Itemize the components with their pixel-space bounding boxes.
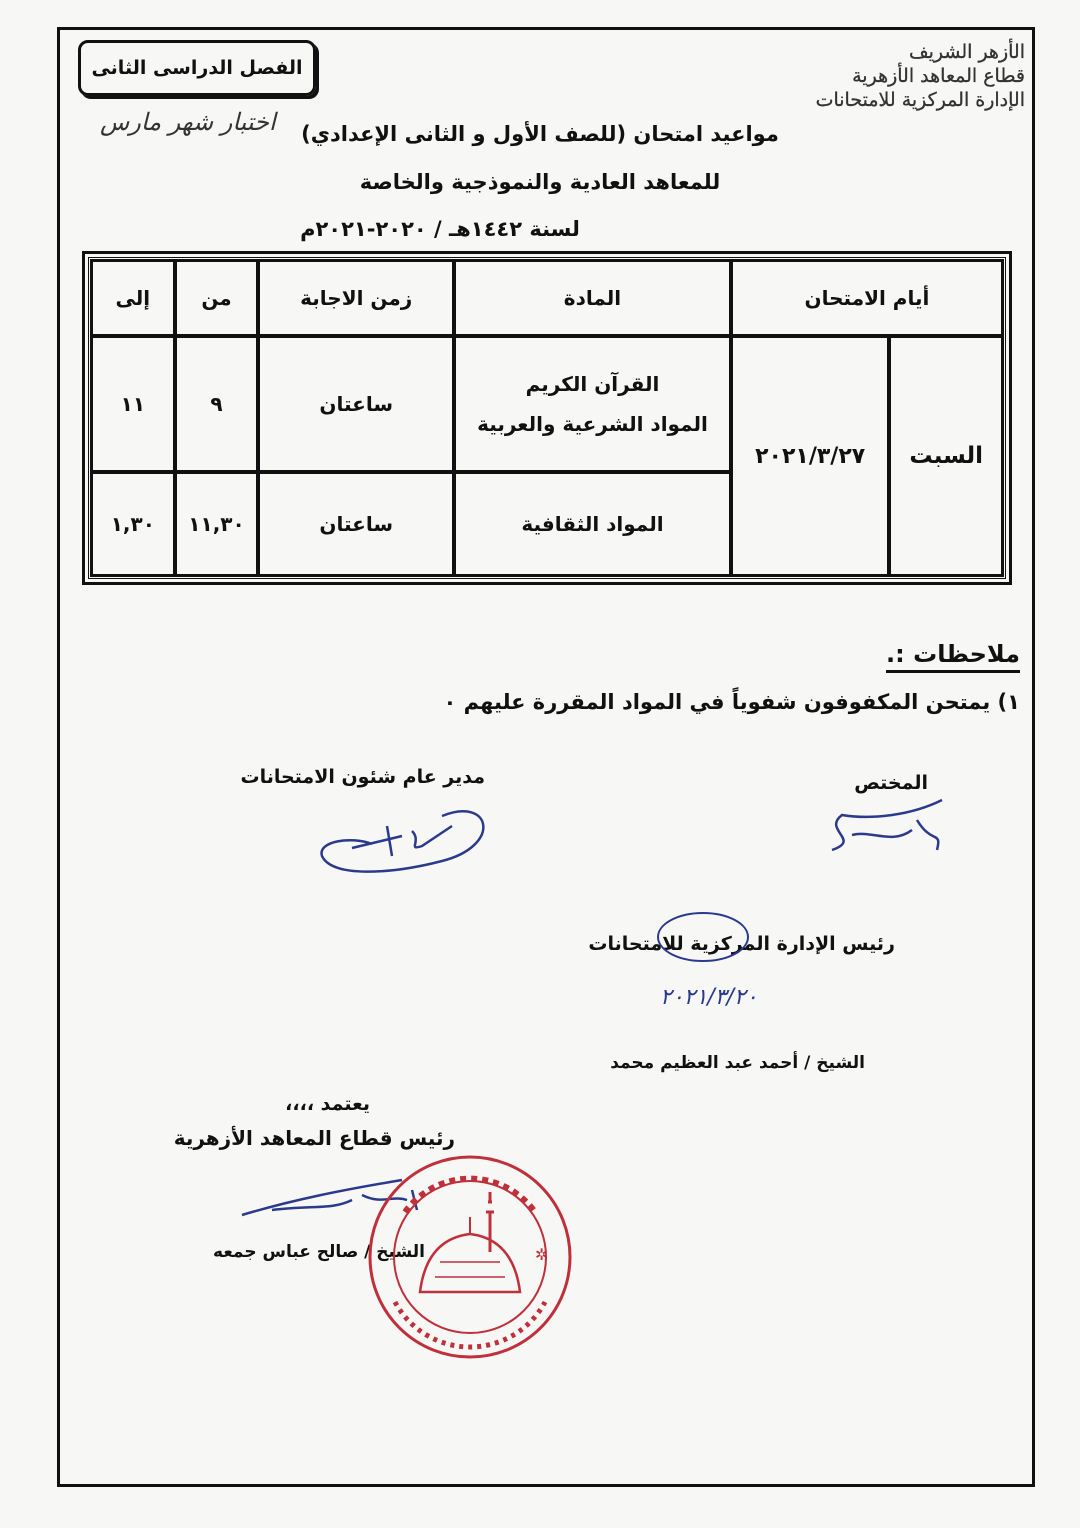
approval-label: يعتمد ،،،، bbox=[285, 1093, 370, 1115]
header-to: إلى bbox=[91, 260, 175, 336]
duration-cell: ساعتان bbox=[258, 472, 454, 576]
subject-name: المواد الثقافية bbox=[521, 512, 664, 536]
letterhead bbox=[760, 40, 1025, 112]
handwritten-note: اختبار شهر مارس bbox=[100, 108, 276, 136]
semester-label: الفصل الدراسى الثانى bbox=[91, 57, 303, 79]
subject-cell bbox=[454, 472, 731, 576]
table-row bbox=[91, 336, 1003, 472]
letterhead-line: قطاع المعاهد الأزهرية bbox=[852, 65, 1025, 87]
header-from: من bbox=[175, 260, 259, 336]
duration-cell: ساعتان bbox=[258, 336, 454, 472]
letterhead-line: الإدارة المركزية للامتحانات bbox=[815, 89, 1025, 111]
exam-schedule-table bbox=[88, 257, 1006, 579]
central-head-name: الشيخ / أحمد عبد العظيم محمد bbox=[610, 1053, 865, 1073]
from-cell: ١١,٣٠ bbox=[175, 472, 259, 576]
header-subject: المادة bbox=[454, 260, 731, 336]
table-header-row bbox=[91, 260, 1003, 336]
general-manager-signature bbox=[292, 786, 502, 886]
general-manager-label: مدير عام شئون الامتحانات bbox=[240, 766, 485, 788]
central-head-label: رئيس الإدارة المركزية للامتحانات bbox=[588, 933, 895, 955]
exam-date: ٢٠٢١/٣/٢٧ bbox=[731, 336, 890, 576]
to-cell: ١,٣٠ bbox=[91, 472, 175, 576]
sector-head-name: الشيخ / صالح عباس جمعه bbox=[213, 1242, 425, 1262]
to-cell: ١١ bbox=[91, 336, 175, 472]
svg-text:✲: ✲ bbox=[535, 1245, 549, 1264]
from-cell: ٩ bbox=[175, 336, 259, 472]
subject-cell bbox=[454, 336, 731, 472]
specialist-signature bbox=[812, 790, 962, 870]
header-exam-days: أيام الامتحان bbox=[731, 260, 1003, 336]
official-seal bbox=[365, 1152, 575, 1362]
letterhead-line: الأزهر الشريف bbox=[908, 41, 1025, 63]
note-item: ١) يمتحن المكفوفون شفوياً في المواد المقررة عليهم ٠ bbox=[443, 690, 1020, 714]
header-duration: زمن الاجابة bbox=[258, 260, 454, 336]
subject-name: القرآن الكريم bbox=[525, 372, 660, 396]
specialist-label: المختص bbox=[854, 772, 928, 794]
sector-head-label: رئيس قطاع المعاهد الأزهرية bbox=[173, 1126, 455, 1150]
central-head-circle-mark bbox=[648, 905, 758, 965]
notes-title: ملاحظات :. bbox=[886, 640, 1020, 673]
title-line-1: مواعيد امتحان (للصف الأول و الثانى الإعدادي) bbox=[301, 122, 779, 146]
title-line-2: للمعاهد العادية والنموذجية والخاصة bbox=[359, 170, 721, 194]
semester-box bbox=[78, 40, 316, 96]
subject-name: المواد الشرعية والعربية bbox=[477, 412, 708, 436]
title-line-3: لسنة ١٤٤٢هـ / ٢٠٢٠-٢٠٢١م bbox=[300, 217, 580, 241]
exam-day: السبت bbox=[889, 336, 1003, 576]
central-head-date: ٢٠٢١/٣/٢٠ bbox=[660, 985, 758, 1010]
